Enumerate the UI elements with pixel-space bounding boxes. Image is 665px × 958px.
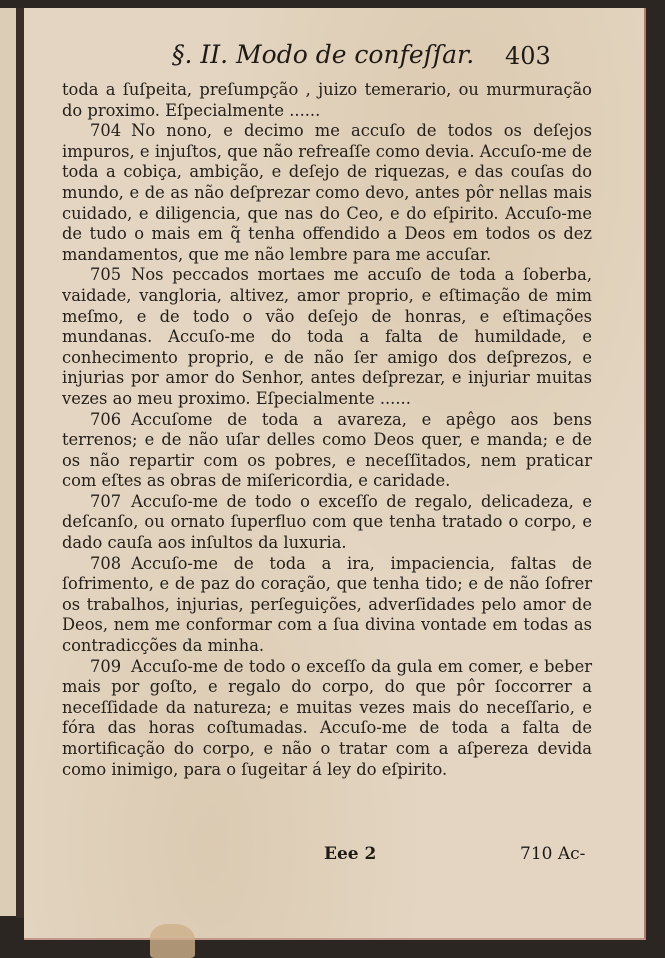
paragraph-text: toda a ſuſpeita, preſumpção , juizo temerario, ou murmuração do proximo. Eſpecialmente ...... (62, 80, 592, 120)
paragraph-text: Accuſo-me de todo o exceſſo da gula em comer, e beber mais por goſto, e regalo do corpo, do que pôr ſoccorrer a neceſſidade da natureza; e muitas vezes mais do neceſſario, e fóra das horas coſtumadas. Accuſo-me de toda a falta de mortificação do corpo, e não o tratar com a aſpereza devida como inimigo, para o ſugeitar á ley do eſpirito. (62, 656, 592, 779)
paragraph-number: 708 (90, 553, 122, 573)
signature-mark: Eee 2 (324, 844, 377, 864)
paragraph-continuation (62, 80, 592, 121)
facing-page-edge (0, 8, 16, 916)
paragraph-705 (62, 265, 592, 409)
paragraph-text: No nono, e decimo me accuſo de todos os deſejos impuros, e injuſtos, que não refreaſſe como devia. Accuſo-me de toda a cobiça, ambição, e deſejo de riquezas, e das couſas do mundo, e de as não deſprezar como devo, antes pôr nellas mais cuidado, e diligencia, que nas do Ceo, e do eſpirito. Accuſo-me de tudo o mais em q̃ tenha offendido a Deos em todos os dez mandamentos, que me não lembre para me accuſar. (62, 121, 592, 264)
running-title: §. II. Modo de confeſſar. (172, 40, 475, 69)
book-gutter (16, 8, 24, 918)
paragraph-text: Accuſo-me de toda a ira, impaciencia, faltas de ſofrimento, e de paz do coração, que tenha tido; e de não ſofrer os trabalhos, injurias, perſeguições, adverſidades pelo amor de Deos, nem me conformar com a ſua divina vontade em todas as contradicções da minha. (62, 553, 592, 656)
paragraph-number: 705 (90, 265, 122, 285)
paragraph-text: Accuſo-me de todo o exceſſo de regalo, delicadeza, e deſcanſo, ou ornato ſuperfluo com que tenha tratado o corpo, e dado cauſa aos inſultos da luxuria. (62, 491, 592, 553)
paragraph-704 (62, 121, 592, 265)
paragraph-number: 709 (90, 656, 122, 676)
paragraph-707 (62, 492, 592, 554)
paragraph-number: 706 (90, 409, 122, 429)
body-text (62, 80, 592, 780)
paragraph-708 (62, 554, 592, 657)
catchword: 710 Ac- (520, 844, 586, 864)
paragraph-709 (62, 657, 592, 781)
page-number: 403 (505, 42, 551, 70)
paragraph-number: 704 (90, 121, 122, 141)
paragraph-text: Nos peccados mortaes me accuſo de toda a ſoberba, vaidade, vangloria, altivez, amor proprio, e eſtimação de mim meſmo, e de todo o vão deſejo de honras, e eſtimações mundanas. Accuſo-me do toda a falta de humildade, e conhecimento proprio, e de não ſer amigo dos deſprezos, e injurias por amor do Senhor, antes deſprezar, e injuriar muitas vezes ao meu proximo. Eſpecialmente ...... (62, 265, 592, 408)
paragraph-number: 707 (90, 491, 122, 511)
paragraph-text: Accuſome de toda a avareza, e apêgo aos bens terrenos; e de não uſar delles como Deos quer, e manda; e de os não repartir com os pobres, e neceſſitados, nem praticar com eſtes as obras de miſericordia, e caridade. (62, 409, 592, 491)
paragraph-706 (62, 410, 592, 492)
